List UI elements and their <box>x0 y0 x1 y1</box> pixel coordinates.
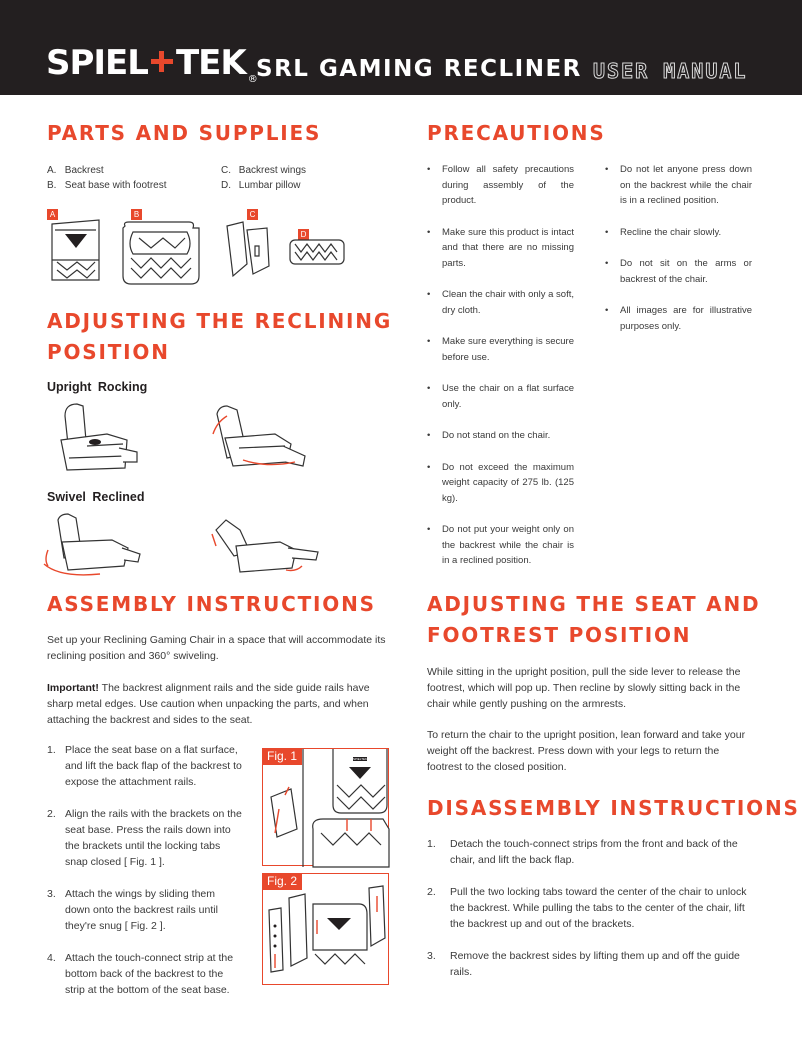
disassembly-step: 1. Detach the touch-connect strips from the front and back of the chair, and lift the back flap. <box>427 838 738 866</box>
seat-footrest-heading: ADJUSTING THE SEAT AND FOOTREST POSITION <box>427 592 761 647</box>
tag-d: D <box>298 229 309 240</box>
tag-a: A <box>47 209 58 220</box>
figure-2-illustration <box>263 874 390 986</box>
assembly-step: 2. Align the rails with the brackets on the seat base. Press the rails down into the brackets until the locking tabs snap closed [ Fig. 1 ]. <box>47 808 242 868</box>
precaution-item: • Do not stand on the chair. <box>427 428 574 444</box>
disassembly-step: 3. Remove the backrest sides by lifting them up and off the guide rails. <box>427 950 740 978</box>
backrest-icon <box>52 220 99 280</box>
seat-base-icon <box>123 222 199 284</box>
part-item-b: B. Seat base with footrest <box>47 180 167 191</box>
parts-list-left <box>47 163 167 193</box>
precaution-item: • Do not put your weight only on the backrest while the chair is in a reclined position. <box>427 522 574 569</box>
precaution-item: • Clean the chair with only a soft, dry cloth. <box>427 287 574 318</box>
precaution-item: • Do not sit on the arms or backrest of the chair. <box>605 256 752 287</box>
figure-2-label: Fig. 2 <box>262 873 302 890</box>
parts-illustration <box>47 218 347 290</box>
disassembly-heading: DISASSEMBLY INSTRUCTIONS <box>427 796 800 820</box>
manual-label: USER MANUAL <box>593 59 748 83</box>
upright-rocking-label: Upright Rocking <box>47 380 148 394</box>
disassembly-steps <box>427 836 757 996</box>
tag-b: B <box>131 209 142 220</box>
precaution-item: • Make sure this product is intact and that there are no missing parts. <box>427 225 574 272</box>
assembly-important: Important! The backrest alignment rails and the side guide rails have sharp metal edges. Use caution when unpacking the parts, and when attaching the backrest and sides to the seat. <box>47 682 370 726</box>
precaution-item: • Follow all safety precautions during assembly of the product. <box>427 162 574 209</box>
assembly-step: 1. Place the seat base on a flat surface, and lift the back flap of the backrest to expose the attachment rails. <box>47 744 242 788</box>
part-item-d: D. Lumbar pillow <box>221 180 301 191</box>
page-header <box>0 0 802 95</box>
assembly-steps <box>47 742 242 1014</box>
parts-heading: PARTS AND SUPPLIES <box>47 121 322 145</box>
part-item-c: C. Backrest wings <box>221 165 307 176</box>
precaution-item: • Do not let anyone press down on the backrest while the chair is in a reclined position. <box>605 162 752 209</box>
lumbar-pillow-icon <box>290 240 344 264</box>
figure-2 <box>262 873 389 985</box>
assembly-step: 4. Attach the touch-connect strip at the bottom back of the backrest to the strip at the bottom of the seat base. <box>47 952 234 996</box>
precautions-heading: PRECAUTIONS <box>427 121 606 145</box>
dpad-icon <box>149 50 175 72</box>
figure-1-label: Fig. 1 <box>262 748 302 765</box>
brand-logo: SPIEL TEK ® <box>46 43 257 85</box>
rocking-chair-icon <box>213 406 305 466</box>
precautions-list-col2 <box>605 162 752 350</box>
upright-chair-icon <box>61 404 137 470</box>
precaution-item: • Use the chair on a flat surface only. <box>427 381 574 412</box>
swivel-chair-icon <box>44 514 140 575</box>
part-item-a: A. Backrest <box>47 165 104 176</box>
assembly-step: 3. Attach the wings by sliding them down onto the backrest rails until they're snug [ Fig. 2 ]. <box>47 888 218 932</box>
seat-para-2: To return the chair to the upright position, lean forward and take your weight off the backrest. Press down with your legs to return the footrest to the closed position. <box>427 729 746 773</box>
product-title: SRL GAMING RECLINER <box>256 56 582 82</box>
assembly-heading: ASSEMBLY INSTRUCTIONS <box>47 592 376 616</box>
swivel-reclined-illustration <box>40 512 340 582</box>
precautions-list-col1 <box>427 162 574 585</box>
disassembly-step: 2. Pull the two locking tabs toward the center of the chair to unlock the backrest. While pulling the tabs to the center of the chair, lift the backrest up and out of the brackets. <box>427 886 747 930</box>
figure-1 <box>262 748 389 866</box>
chair-badge: SPIELTEK <box>352 757 368 761</box>
swivel-reclined-label: Swivel Reclined <box>47 490 145 504</box>
tag-c: C <box>247 209 258 220</box>
precaution-item: • Make sure everything is secure before use. <box>427 334 574 365</box>
reclining-heading: ADJUSTING THE RECLINING POSITION <box>47 309 393 364</box>
reclined-chair-icon <box>212 520 318 572</box>
seat-para-1: While sitting in the upright position, pull the side lever to release the footrest, which will pop up. Then recline by slowly sitting back in the chair while gently pushing on the armrests. <box>427 666 741 710</box>
precaution-item: • All images are for illustrative purposes only. <box>605 303 752 334</box>
assembly-intro: Set up your Reclining Gaming Chair in a space that will accommodate its reclining position and 360° swiveling. <box>47 634 386 662</box>
figure-1-illustration <box>263 749 390 867</box>
precaution-item: • Recline the chair slowly. <box>605 225 752 241</box>
precaution-item: • Do not exceed the maximum weight capacity of 275 lb. (125 kg). <box>427 460 574 507</box>
backrest-wings-icon <box>227 222 269 276</box>
upright-rocking-illustration <box>47 400 347 480</box>
parts-list-right <box>221 163 306 193</box>
